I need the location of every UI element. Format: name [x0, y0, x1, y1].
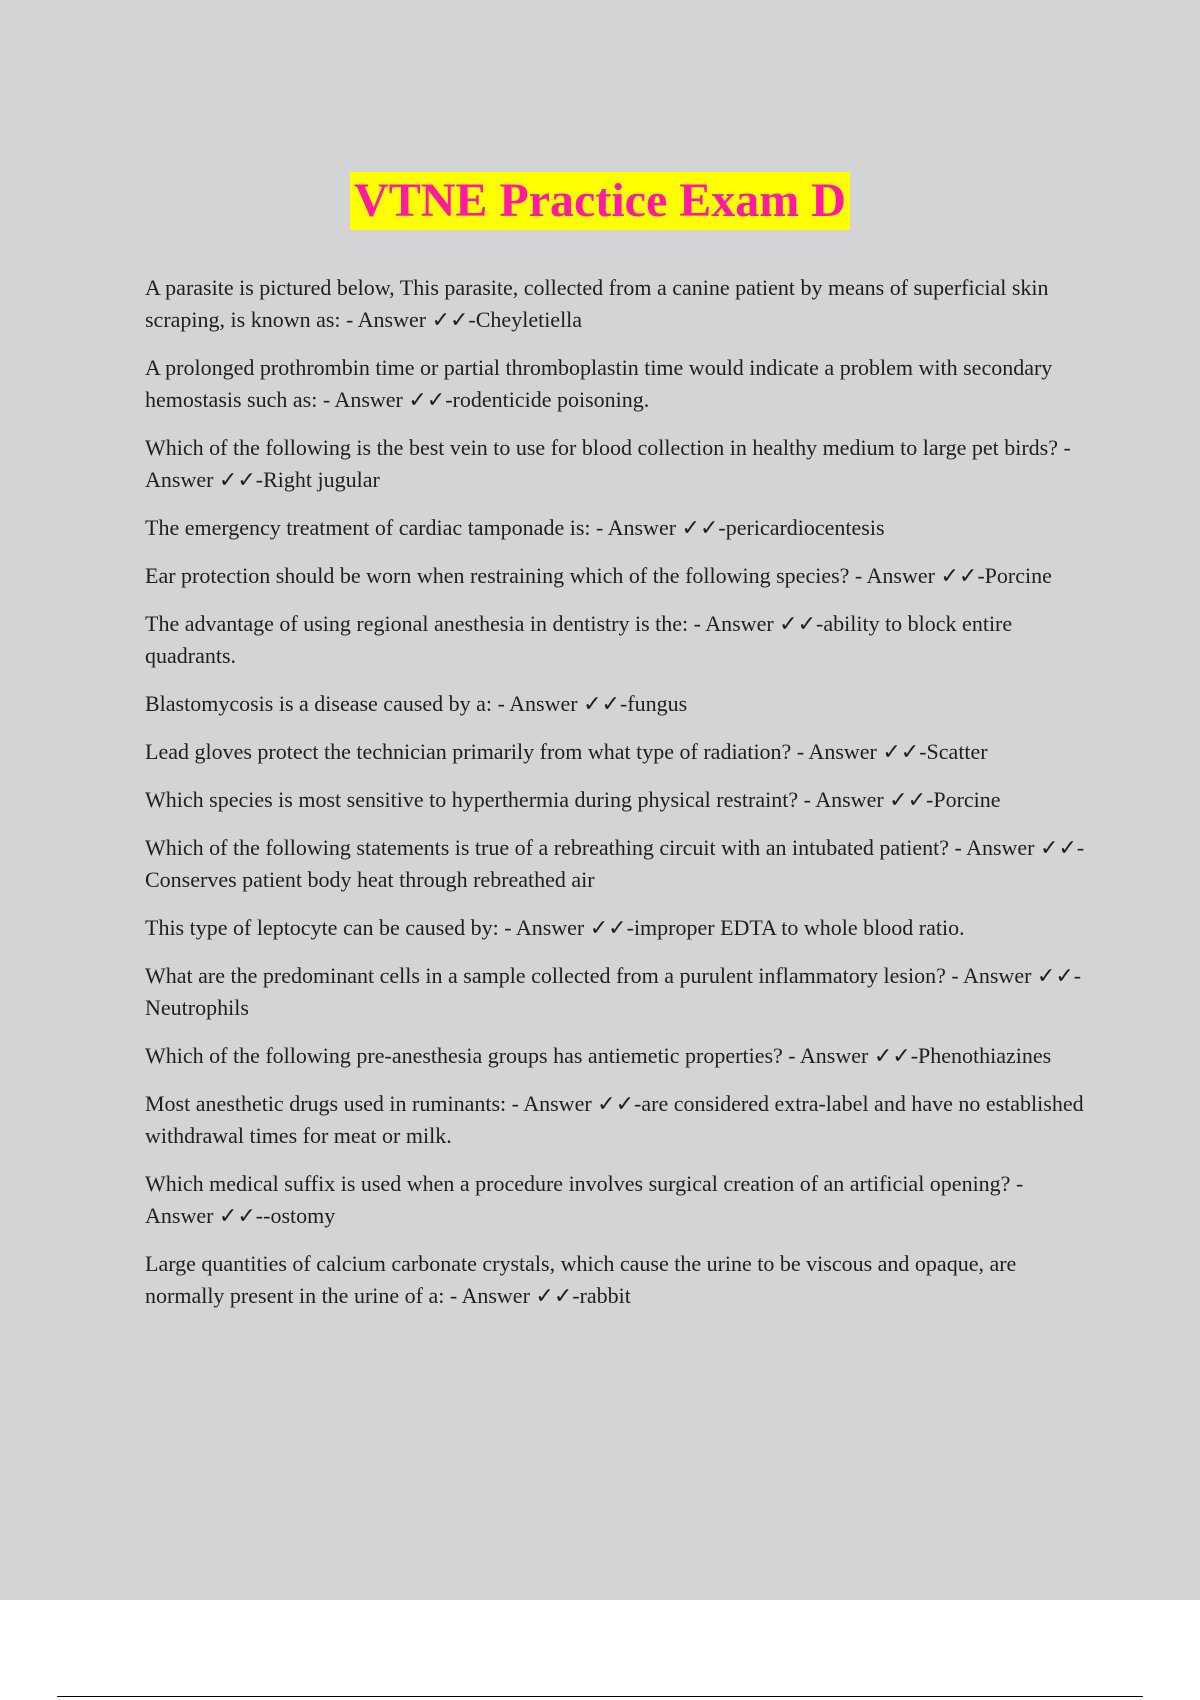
- qa-item: Which of the following pre-anesthesia groups has antiemetic properties? - Answer ✓✓-Phenothiazines: [145, 1043, 1052, 1068]
- footer-area: [0, 1600, 1200, 1700]
- question-answer-list: [145, 272, 1090, 1328]
- qa-item: Which species is most sensitive to hyperthermia during physical restraint? - Answer ✓✓-Porcine: [145, 787, 1001, 812]
- qa-item: What are the predominant cells in a sample collected from a purulent inflammatory lesion? - Answer ✓✓-Neutrophils: [145, 963, 1082, 1020]
- qa-item: Large quantities of calcium carbonate crystals, which cause the urine to be viscous and opaque, are normally present in the urine of a: - Answer ✓✓-rabbit: [145, 1251, 1017, 1308]
- footer-divider: [57, 1696, 1143, 1697]
- qa-item: The advantage of using regional anesthesia in dentistry is the: - Answer ✓✓-ability to block entire quadrants.: [145, 611, 1013, 668]
- qa-item: A prolonged prothrombin time or partial thromboplastin time would indicate a problem with secondary hemostasis such as: - Answer ✓✓-rodenticide poisoning.: [145, 355, 1053, 412]
- qa-item: A parasite is pictured below, This parasite, collected from a canine patient by means of superficial skin scraping, is known as: - Answer ✓✓-Cheyletiella: [145, 275, 1049, 332]
- title-container: [0, 172, 1200, 230]
- qa-item: Blastomycosis is a disease caused by a: - Answer ✓✓-fungus: [145, 691, 688, 716]
- qa-item: The emergency treatment of cardiac tamponade is: - Answer ✓✓-pericardiocentesis: [145, 515, 885, 540]
- qa-item: Which of the following is the best vein to use for blood collection in healthy medium to large pet birds? - Answer ✓✓-Right jugular: [145, 435, 1071, 492]
- document-title: VTNE Practice Exam D: [350, 172, 850, 230]
- qa-item: This type of leptocyte can be caused by: - Answer ✓✓-improper EDTA to whole blood ratio.: [145, 915, 965, 940]
- qa-item: Which medical suffix is used when a procedure involves surgical creation of an artificial opening? - Answer ✓✓--ostomy: [145, 1171, 1024, 1228]
- qa-item: Ear protection should be worn when restraining which of the following species? - Answer ✓✓-Porcine: [145, 563, 1052, 588]
- qa-item: Most anesthetic drugs used in ruminants: - Answer ✓✓-are considered extra-label and have no established withdrawal times for meat or milk.: [145, 1091, 1084, 1148]
- qa-item: Which of the following statements is true of a rebreathing circuit with an intubated patient? - Answer ✓✓-Conserves patient body heat through rebreathed air: [145, 835, 1085, 892]
- qa-item: Lead gloves protect the technician primarily from what type of radiation? - Answer ✓✓-Scatter: [145, 739, 988, 764]
